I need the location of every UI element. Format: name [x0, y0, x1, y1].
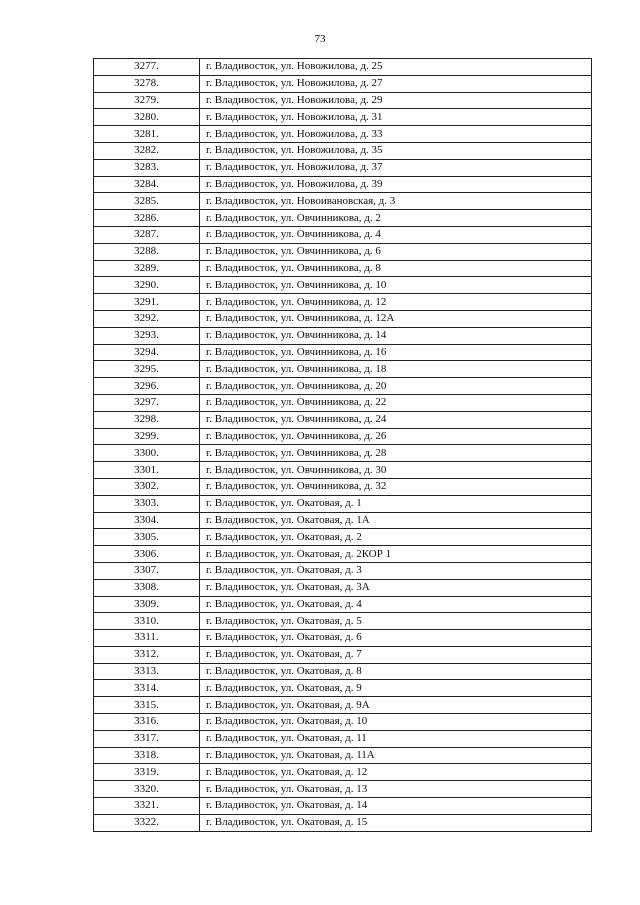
table-row: [94, 630, 592, 647]
row-number-cell: 3281.: [94, 126, 200, 143]
table-row: [94, 310, 592, 327]
table-row: [94, 126, 592, 143]
table-row: [94, 613, 592, 630]
row-number-cell: 3301.: [94, 462, 200, 479]
address-cell: г. Владивосток, ул. Новожилова, д. 39: [200, 176, 592, 193]
row-number-cell: 3277.: [94, 59, 200, 76]
row-number-cell: 3319.: [94, 764, 200, 781]
address-cell: г. Владивосток, ул. Овчинникова, д. 12А: [200, 310, 592, 327]
table-row: [94, 59, 592, 76]
address-cell: г. Владивосток, ул. Окатовая, д. 10: [200, 714, 592, 731]
table-row: [94, 663, 592, 680]
table-row: [94, 814, 592, 831]
row-number-cell: 3293.: [94, 327, 200, 344]
row-number-cell: 3282.: [94, 142, 200, 159]
row-number-cell: 3315.: [94, 697, 200, 714]
row-number-cell: 3314.: [94, 680, 200, 697]
address-cell: г. Владивосток, ул. Окатовая, д. 9: [200, 680, 592, 697]
address-cell: г. Владивосток, ул. Окатовая, д. 9А: [200, 697, 592, 714]
row-number-cell: 3294.: [94, 344, 200, 361]
table-row: [94, 730, 592, 747]
table-row: [94, 764, 592, 781]
table-row: [94, 411, 592, 428]
row-number-cell: 3313.: [94, 663, 200, 680]
row-number-cell: 3289.: [94, 260, 200, 277]
row-number-cell: 3307.: [94, 562, 200, 579]
table-row: [94, 159, 592, 176]
address-cell: г. Владивосток, ул. Окатовая, д. 6: [200, 630, 592, 647]
table-row: [94, 277, 592, 294]
address-table-body: [94, 59, 592, 832]
row-number-cell: 3286.: [94, 210, 200, 227]
address-cell: г. Владивосток, ул. Окатовая, д. 3: [200, 562, 592, 579]
table-row: [94, 562, 592, 579]
address-cell: г. Владивосток, ул. Овчинникова, д. 30: [200, 462, 592, 479]
row-number-cell: 3309.: [94, 596, 200, 613]
address-cell: г. Владивосток, ул. Окатовая, д. 2КОР 1: [200, 546, 592, 563]
table-row: [94, 495, 592, 512]
table-row: [94, 176, 592, 193]
table-row: [94, 75, 592, 92]
row-number-cell: 3312.: [94, 646, 200, 663]
address-cell: г. Владивосток, ул. Новожилова, д. 25: [200, 59, 592, 76]
row-number-cell: 3302.: [94, 478, 200, 495]
address-cell: г. Владивосток, ул. Окатовая, д. 8: [200, 663, 592, 680]
address-cell: г. Владивосток, ул. Овчинникова, д. 4: [200, 226, 592, 243]
address-cell: г. Владивосток, ул. Окатовая, д. 12: [200, 764, 592, 781]
address-cell: г. Владивосток, ул. Окатовая, д. 2: [200, 529, 592, 546]
address-cell: г. Владивосток, ул. Овчинникова, д. 22: [200, 394, 592, 411]
address-cell: г. Владивосток, ул. Окатовая, д. 11: [200, 730, 592, 747]
table-row: [94, 243, 592, 260]
address-cell: г. Владивосток, ул. Новожилова, д. 37: [200, 159, 592, 176]
address-cell: г. Владивосток, ул. Овчинникова, д. 6: [200, 243, 592, 260]
address-cell: г. Владивосток, ул. Новоивановская, д. 3: [200, 193, 592, 210]
row-number-cell: 3322.: [94, 814, 200, 831]
row-number-cell: 3304.: [94, 512, 200, 529]
row-number-cell: 3279.: [94, 92, 200, 109]
page-number: 73: [314, 33, 326, 45]
table-row: [94, 512, 592, 529]
address-cell: г. Владивосток, ул. Окатовая, д. 14: [200, 798, 592, 815]
table-row: [94, 428, 592, 445]
address-cell: г. Владивосток, ул. Новожилова, д. 35: [200, 142, 592, 159]
table-row: [94, 697, 592, 714]
row-number-cell: 3284.: [94, 176, 200, 193]
row-number-cell: 3318.: [94, 747, 200, 764]
address-cell: г. Владивосток, ул. Овчинникова, д. 28: [200, 445, 592, 462]
row-number-cell: 3296.: [94, 378, 200, 395]
row-number-cell: 3300.: [94, 445, 200, 462]
table-row: [94, 546, 592, 563]
address-cell: г. Владивосток, ул. Овчинникова, д. 10: [200, 277, 592, 294]
row-number-cell: 3310.: [94, 613, 200, 630]
address-cell: г. Владивосток, ул. Новожилова, д. 33: [200, 126, 592, 143]
row-number-cell: 3308.: [94, 579, 200, 596]
address-cell: г. Владивосток, ул. Овчинникова, д. 8: [200, 260, 592, 277]
address-cell: г. Владивосток, ул. Овчинникова, д. 18: [200, 361, 592, 378]
address-cell: г. Владивосток, ул. Окатовая, д. 4: [200, 596, 592, 613]
address-cell: г. Владивосток, ул. Окатовая, д. 7: [200, 646, 592, 663]
table-row: [94, 109, 592, 126]
address-cell: г. Владивосток, ул. Окатовая, д. 11А: [200, 747, 592, 764]
table-row: [94, 226, 592, 243]
table-row: [94, 394, 592, 411]
address-cell: г. Владивосток, ул. Овчинникова, д. 12: [200, 294, 592, 311]
table-row: [94, 327, 592, 344]
address-cell: г. Владивосток, ул. Овчинникова, д. 2: [200, 210, 592, 227]
row-number-cell: 3283.: [94, 159, 200, 176]
address-cell: г. Владивосток, ул. Окатовая, д. 1: [200, 495, 592, 512]
address-cell: г. Владивосток, ул. Окатовая, д. 1А: [200, 512, 592, 529]
address-cell: г. Владивосток, ул. Овчинникова, д. 14: [200, 327, 592, 344]
table-row: [94, 92, 592, 109]
table-row: [94, 680, 592, 697]
table-row: [94, 714, 592, 731]
row-number-cell: 3291.: [94, 294, 200, 311]
table-row: [94, 142, 592, 159]
row-number-cell: 3287.: [94, 226, 200, 243]
table-row: [94, 579, 592, 596]
row-number-cell: 3299.: [94, 428, 200, 445]
address-cell: г. Владивосток, ул. Новожилова, д. 27: [200, 75, 592, 92]
address-cell: г. Владивосток, ул. Новожилова, д. 31: [200, 109, 592, 126]
table-row: [94, 294, 592, 311]
table-row: [94, 193, 592, 210]
address-cell: г. Владивосток, ул. Окатовая, д. 15: [200, 814, 592, 831]
row-number-cell: 3303.: [94, 495, 200, 512]
table-row: [94, 445, 592, 462]
row-number-cell: 3285.: [94, 193, 200, 210]
row-number-cell: 3290.: [94, 277, 200, 294]
table-row: [94, 798, 592, 815]
table-row: [94, 462, 592, 479]
row-number-cell: 3305.: [94, 529, 200, 546]
row-number-cell: 3295.: [94, 361, 200, 378]
table-row: [94, 596, 592, 613]
table-row: [94, 378, 592, 395]
table-row: [94, 478, 592, 495]
row-number-cell: 3320.: [94, 781, 200, 798]
row-number-cell: 3321.: [94, 798, 200, 815]
table-row: [94, 646, 592, 663]
address-cell: г. Владивосток, ул. Окатовая, д. 5: [200, 613, 592, 630]
table-row: [94, 260, 592, 277]
row-number-cell: 3280.: [94, 109, 200, 126]
table-row: [94, 781, 592, 798]
row-number-cell: 3292.: [94, 310, 200, 327]
address-cell: г. Владивосток, ул. Новожилова, д. 29: [200, 92, 592, 109]
row-number-cell: 3306.: [94, 546, 200, 563]
address-cell: г. Владивосток, ул. Овчинникова, д. 16: [200, 344, 592, 361]
address-cell: г. Владивосток, ул. Овчинникова, д. 20: [200, 378, 592, 395]
table-row: [94, 210, 592, 227]
address-cell: г. Владивосток, ул. Овчинникова, д. 26: [200, 428, 592, 445]
row-number-cell: 3317.: [94, 730, 200, 747]
table-row: [94, 747, 592, 764]
table-row: [94, 529, 592, 546]
address-cell: г. Владивосток, ул. Овчинникова, д. 32: [200, 478, 592, 495]
row-number-cell: 3316.: [94, 714, 200, 731]
address-cell: г. Владивосток, ул. Окатовая, д. 3А: [200, 579, 592, 596]
row-number-cell: 3278.: [94, 75, 200, 92]
row-number-cell: 3298.: [94, 411, 200, 428]
address-cell: г. Владивосток, ул. Овчинникова, д. 24: [200, 411, 592, 428]
row-number-cell: 3311.: [94, 630, 200, 647]
table-row: [94, 344, 592, 361]
table-row: [94, 361, 592, 378]
address-table: [93, 58, 592, 832]
row-number-cell: 3297.: [94, 394, 200, 411]
row-number-cell: 3288.: [94, 243, 200, 260]
address-cell: г. Владивосток, ул. Окатовая, д. 13: [200, 781, 592, 798]
